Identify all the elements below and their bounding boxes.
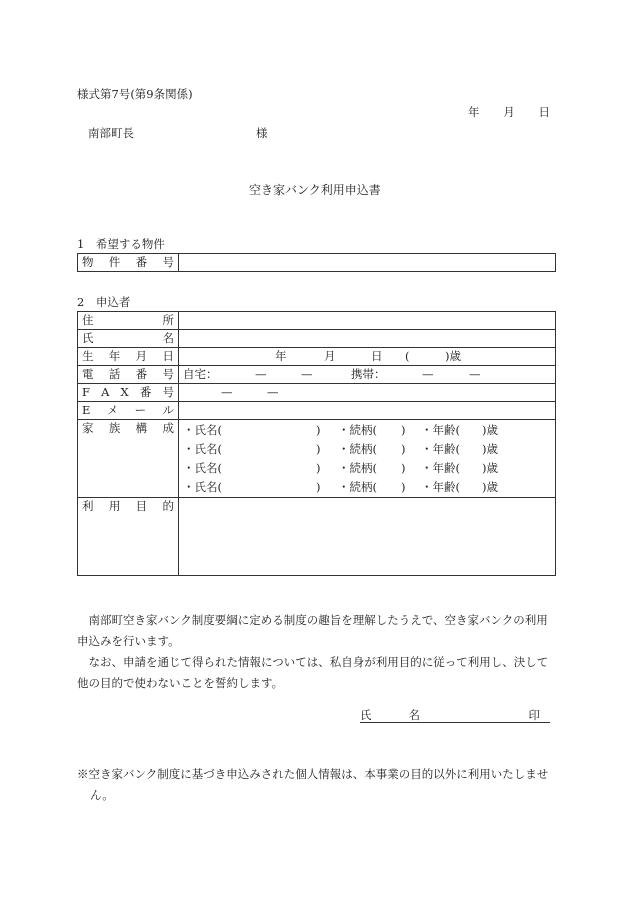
fax-dash: — [221, 385, 233, 399]
table-row [78, 384, 556, 402]
purpose-field[interactable] [179, 498, 556, 576]
honorific: 様 [256, 126, 268, 140]
birth-year: 年 [275, 349, 287, 363]
property-number-label [78, 254, 179, 272]
email-field[interactable] [179, 402, 556, 420]
phone-dash: — [301, 367, 313, 381]
document-title: 空き家バンク利用申込書 [249, 183, 381, 197]
age-open: ( [405, 349, 410, 363]
birth-month: 月 [324, 349, 336, 363]
family-row: ・氏名( ) ・続柄( ) ・年齢( )歳 [183, 442, 498, 456]
phone-dash: — [255, 367, 267, 381]
name-field[interactable] [179, 330, 556, 348]
signature-label-2: 名 [408, 708, 420, 722]
table-row [78, 348, 556, 366]
fax-dash: — [267, 385, 279, 399]
date-month: 月 [503, 105, 515, 119]
fax-field[interactable] [179, 384, 556, 402]
family-row: ・氏名( ) ・続柄( ) ・年齢( )歳 [183, 480, 498, 494]
fax-label: F A X 番 号 [78, 384, 179, 402]
birth-day: 日 [371, 349, 383, 363]
phone-field[interactable] [179, 366, 556, 384]
family-row: ・氏名( ) ・続柄( ) ・年齢( )歳 [183, 461, 498, 475]
signature-label-1: 氏 [360, 708, 372, 722]
applicant-table [77, 311, 556, 576]
purpose-label: 利 用 目 的 [78, 498, 179, 576]
seal-mark: 印 [528, 708, 540, 722]
declaration-paragraph-1: 南部町空き家バンク制度要綱に定める制度の趣旨を理解したうえで、空き家バンクの利用申込みを行います。 [77, 613, 548, 648]
address-label: 住 所 [78, 312, 179, 330]
property-table [77, 253, 556, 272]
section1-heading: 1 希望する物件 [77, 237, 165, 251]
table-row [78, 498, 556, 576]
form-number: 様式第7号(第9条関係) [77, 87, 193, 101]
phone-mobile-label: 携帯： [351, 367, 386, 381]
table-row [78, 366, 556, 384]
mobile-dash: — [422, 367, 434, 381]
mobile-dash: — [469, 367, 481, 381]
family-label: 家 族 構 成 [78, 420, 179, 498]
property-number-field[interactable] [179, 254, 556, 272]
section2-heading: 2 申込者 [77, 295, 131, 309]
date-line [468, 104, 550, 120]
phone-label: 電 話 番 号 [78, 366, 179, 384]
birth-label: 生 年 月 日 [78, 348, 179, 366]
date-day: 日 [538, 105, 550, 119]
addressee: 南部町長 [88, 126, 134, 140]
table-row [78, 420, 556, 498]
address-field[interactable] [179, 312, 556, 330]
date-year: 年 [468, 105, 480, 119]
signature-line[interactable] [360, 708, 550, 723]
name-label: 氏 名 [78, 330, 179, 348]
table-row [78, 254, 556, 272]
phone-home-label: 自宅： [183, 367, 218, 381]
table-row [78, 330, 556, 348]
birth-field[interactable] [179, 348, 556, 366]
age-close: )歳 [445, 349, 461, 363]
table-row [78, 402, 556, 420]
family-field[interactable] [179, 420, 556, 498]
footnote: ※空き家バンク制度に基づき申込みされた個人情報は、本事業の目的以外に利用いたしません。 [77, 767, 549, 802]
family-row: ・氏名( ) ・続柄( ) ・年齢( )歳 [183, 423, 498, 437]
property-number-label-text: 物 件 番 号 [82, 255, 174, 269]
declaration-paragraph-2: なお、申請を通じて得られた情報については、私自身が利用目的に従って利用し、決して他の目的で使わないことを誓約します。 [77, 655, 549, 690]
table-row [78, 312, 556, 330]
email-label: E メ ー ル [78, 402, 179, 420]
